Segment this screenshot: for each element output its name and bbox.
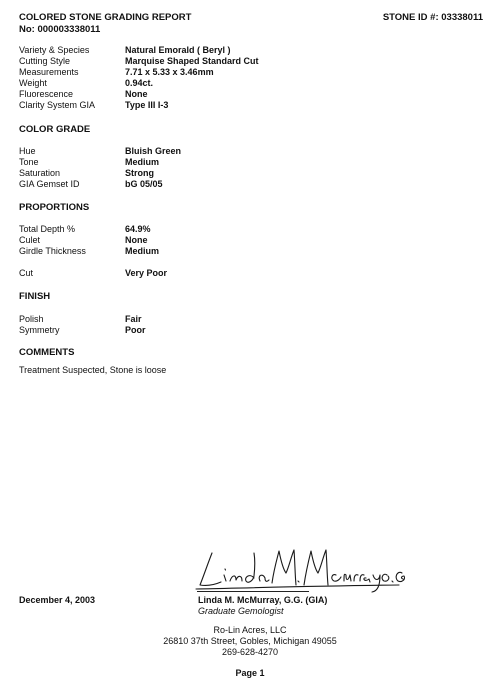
field-row (19, 179, 163, 190)
field-label: Fluorescence (19, 89, 74, 99)
field-row (19, 235, 148, 246)
section-heading-color-grade: COLOR GRADE (19, 124, 91, 135)
field-value: Bluish Green (125, 146, 182, 156)
field-label: Tone (19, 157, 39, 167)
gemologist-name: Linda M. McMurray, G.G. (GIA) (198, 595, 328, 605)
field-label: Variety & Species (19, 45, 90, 55)
field-value: Strong (125, 168, 154, 178)
signature-line (197, 591, 309, 592)
field-label: Polish (19, 314, 44, 324)
field-row (19, 56, 259, 67)
field-row (19, 157, 159, 168)
field-value: 7.71 x 5.33 x 3.46mm (125, 67, 214, 77)
field-row (19, 146, 181, 157)
report-header-left (19, 12, 191, 36)
field-label: Girdle Thickness (19, 246, 86, 256)
field-label: Cut (19, 268, 34, 278)
field-value: Poor (125, 325, 146, 335)
field-value: Fair (125, 314, 142, 324)
company-phone: 269-628-4270 (221, 647, 279, 657)
field-value: Medium (125, 246, 160, 256)
comments-text: Treatment Suspected, Stone is loose (19, 365, 167, 375)
field-value: Very Poor (125, 268, 168, 278)
stone-id: STONE ID #: 03338011 (382, 12, 483, 23)
field-row (19, 100, 168, 111)
field-row (19, 314, 142, 325)
field-value: Natural Emorald ( Beryl ) (125, 45, 231, 55)
field-row (19, 246, 159, 257)
field-value: None (125, 235, 148, 245)
field-row (19, 224, 151, 235)
page-number: Page 1 (235, 668, 265, 678)
handwritten-signature (194, 545, 409, 595)
field-row (19, 67, 214, 78)
field-label: GIA Gemset ID (19, 179, 80, 189)
field-value: 64.9% (125, 224, 151, 234)
field-row (19, 78, 153, 89)
field-row (19, 168, 154, 179)
field-label: Measurements (19, 67, 79, 77)
section-heading-comments: COMMENTS (19, 347, 75, 358)
field-value: 0.94ct. (125, 78, 154, 88)
field-value: Medium (125, 157, 160, 167)
field-label: Weight (19, 78, 47, 88)
field-value: Marquise Shaped Standard Cut (125, 56, 259, 66)
field-label: Symmetry (19, 325, 60, 335)
field-value: Type III I-3 (125, 100, 169, 110)
field-row (19, 89, 148, 100)
section-heading-proportions: PROPORTIONS (19, 202, 90, 213)
field-row (19, 325, 146, 336)
report-number: No: 000003338011 (19, 24, 101, 35)
field-row-cut (19, 268, 167, 279)
section-heading-finish: FINISH (19, 291, 51, 302)
field-label: Hue (19, 146, 36, 156)
gemologist-title: Graduate Gemologist (198, 606, 284, 616)
report-date: December 4, 2003 (19, 595, 96, 605)
report-title: COLORED STONE GRADING REPORT (19, 12, 192, 23)
company-name: Ro-Lin Acres, LLC (213, 625, 287, 635)
field-row (19, 45, 231, 56)
field-value: bG 05/05 (125, 179, 163, 189)
field-label: Clarity System GIA (19, 100, 96, 110)
field-label: Cutting Style (19, 56, 71, 66)
company-address: 26810 37th Street, Gobles, Michigan 49055 (163, 636, 337, 646)
field-label: Total Depth % (19, 224, 76, 234)
field-label: Culet (19, 235, 41, 245)
field-label: Saturation (19, 168, 61, 178)
field-value: None (125, 89, 148, 99)
